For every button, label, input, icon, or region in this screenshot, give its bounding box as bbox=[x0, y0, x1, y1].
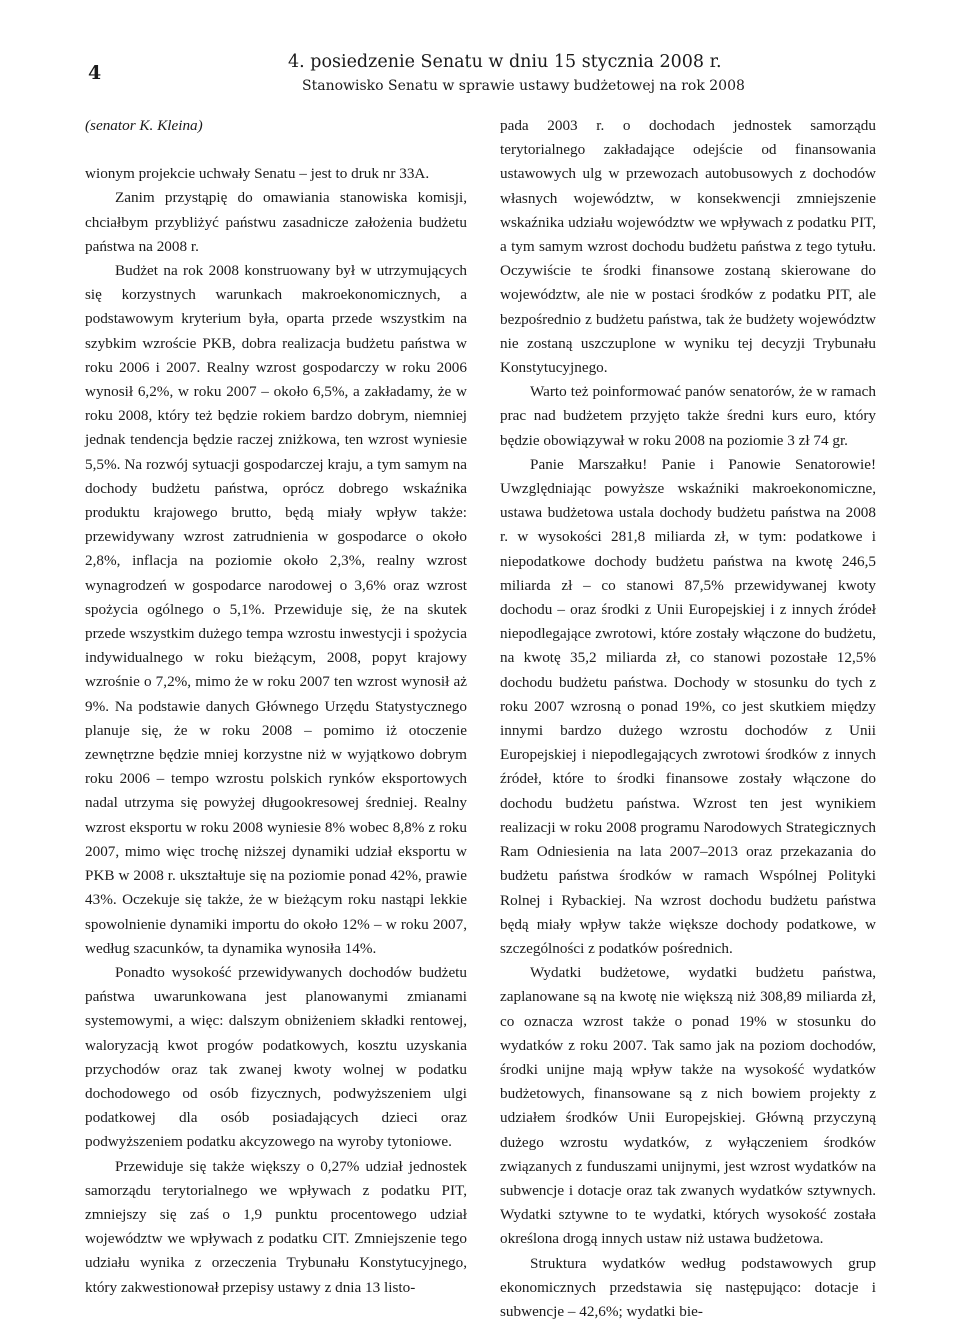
paragraph: wionym projekcie uchwały Senatu – jest to druk nr 33A. bbox=[85, 165, 430, 183]
paragraph: pada 2003 r. o dochodach jednostek samorządu terytorialnego zakładające odejście od finansowania ustawowych ulg w przewozach autobusowych z dochodów własnych województw, w konsekwencji zmniejszenie wskaźnika udziału województw we wpływach z podatku PIT, a tym samym wzrost dochodu budżetu państwa z tego tytułu. Oczywiście te środki finansowe zostaną skierowane do województw, ale nie w postaci środków z podatku PIT, ale bezpośrednio z budżetu państwa, tak że budżety województw nie zostaną uszczuplone w wyniku tej decyzji Trybunału Konstytucyjnego. bbox=[500, 117, 876, 377]
paragraph: Budżet na rok 2008 konstruowany był w utrzymujących się korzystnych warunkach makroekonomicznych, a podstawowym kryterium była, oparta przede wszystkim na szybkim wzroście PKB, dobra realizacja budżetu państwa w roku 2006 i 2007. Realny wzrost gospodarczy w roku 2006 wynosił 6,2%, w roku 2007 – około 6,5%, a zakładamy, że w roku 2008, który też będzie rokiem bardzo dobrym, niemniej jednak tendencja będzie raczej zniżkowa, ten wzrost wyniesie 5,5%. Na rozwój sytuacji gospodarczej kraju, a tym samym na dochody budżetu państwa, oprócz dobrego wskaźnika produktu krajowego brutto, będą miały wpływ także: przewidywany wzrost zatrudnienia w gospodarce o około 2,8%, inflacja na poziomie około 2,3%, realny wzrost wynagrodzeń w gospodarce narodowej o 3,6% oraz wzrost spożycia ogólnego o 5,1%. Przewiduje się, że na skutek przede wszystkim dużego tempa wzrostu inwestycji i spożycia indywidualnego w roku bieżącym, 2008, popyt krajowy wzrośnie o 7,2%, mimo że w roku 2007 ten wzrost wynosił aż 9%. Na podstawie danych Głównego Urzędu Statystycznego planuje się, że w roku 2008 – pomimo iż otoczenie zewnętrzne będzie mniej korzystne niż w wyjątkowo dobrym roku 2006 – tempo wzrostu polskich rynków eksportowych nadal utrzyma się powyżej długookresowej średniej. Realny wzrost eksportu w roku 2008 wyniesie 8% wobec 8,8% z roku 2007, mimo więc trochę niższej dynamiki udział eksportu w PKB w 2008 r. ukształtuje się na poziomie ponad 42%, prawie 43%. Oczekuje się także, że w bieżącym roku nastąpi lekkie spowolnienie dynamiki importu do około 12% – w roku 2007, według szacunków, ta dynamika wynosiła 14%. bbox=[85, 262, 467, 957]
header-subtitle: Stanowisko Senatu w sprawie ustawy budżetowej na rok 2008 bbox=[302, 78, 745, 94]
paragraph: Panie Marszałku! Panie i Panowie Senatorowie! Uwzględniając powyższe wskaźniki makroekonomiczne, ustawa budżetowa ustala dochody budżetu państwa na 2008 r. w wysokości 281,8 miliarda zł, w tym: podatkowe i niepodatkowe dochody budżetu państwa na kwotę 246,5 miliarda zł – co stanowi 87,5% przewidywanej kwoty dochodu – oraz środki z Unii Europejskiej i z innych źródeł niepodlegające zwrotowi, które zostały włączone do budżetu, na kwotę 35,2 miliarda zł, co stanowi pozostałe 12,5% dochodu budżetu państwa. Dochody w stosunku do tych z roku 2007 wzrosną o ponad 19%, co jest skutkiem między innymi bardzo dużego wzrostu dochodów z Unii Europejskiej i niepodlegających zwrotowi środków z innych źródeł, które to środki finansowe zostały włączone do dochodu budżetu państwa. Wzrost ten jest wynikiem realizacji w roku 2008 programu Narodowych Strategicznych Ram Odniesienia na lata 2007–2013 oraz przekazania do budżetu państwa środków w ramach Wspólnej Polityki Rolnej i Rybackiej. Na wzrost dochodu budżetu państwa będą miały wpływ także większe dochody podatkowe, w szczególności z podatków pośrednich. bbox=[500, 455, 876, 957]
right-column bbox=[500, 114, 876, 1324]
paragraph: Wydatki budżetowe, wydatki budżetu państwa, zaplanowane są na kwotę nie większą niż 308,89 miliarda zł, co oznacza wzrost także o ponad 19% w stosunku do wydatków z roku 2007. Tak samo jak na poziom dochodów, środki unijne mają wpływ także na wysokość wydatków budżetowych, finansowane są z nich bowiem projekty z udziałem środków Unii Europejskiej. Główną przyczyną dużego wzrostu wydatków, z wyłączeniem środków związanych z funduszami unijnymi, jest wzrost wydatków na subwencje i dotacje oraz tak zwanych wydatków sztywnych. Wydatki sztywne to te wydatki, których wysokość została określona drogą innych ustaw niż ustawa budżetowa. bbox=[500, 964, 876, 1248]
left-column bbox=[85, 114, 467, 1300]
paragraph: Ponadto wysokość przewidywanych dochodów budżetu państwa uwarunkowana jest planowanymi zmianami systemowymi, a więc: dalszym obniżeniem składki rentowej, waloryzacją kwot progów podatkowych, kosztu uzyskania przychodów oraz tak zwanej kwoty wolnej w podatku dochodowego od osób fizycznych, podwyższeniem ulgi podatkowej dla osób posiadających dzieci oraz podwyższeniem podatku akcyzowego na wyroby tytoniowe. bbox=[85, 963, 467, 1151]
speaker-attribution: (senator K. Kleina) bbox=[85, 117, 203, 134]
paragraph: Warto też poinformować panów senatorów, że w ramach prac nad budżetem przyjęto także średni kurs euro, który będzie obowiązywał w roku 2008 na poziomie 3 zł 74 gr. bbox=[500, 383, 876, 449]
header-title: 4. posiedzenie Senatu w dniu 15 stycznia 2008 r. bbox=[288, 52, 722, 72]
paragraph: Zanim przystąpię do omawiania stanowiska komisji, chciałbym przybliżyć państwu zasadnicze założenia budżetu państwa na 2008 r. bbox=[85, 189, 467, 255]
page-number: 4 bbox=[88, 62, 102, 84]
paragraph: Przewiduje się także większy o 0,27% udział jednostek samorządu terytorialnego we wpływach z podatku PIT, zmniejszy się zaś o 1,9 punktu procentowego udział województw we wpływach z podatku CIT. Zmniejszenie tego udziału wynika z orzeczenia Trybunału Konstytucyjnego, który zakwestionował przepisy ustawy z dnia 13 listo- bbox=[85, 1157, 467, 1296]
paragraph: Struktura wydatków według podstawowych grup ekonomicznych przedstawia się następująco: dotacje i subwencje – 42,6%; wydatki bie- bbox=[500, 1254, 876, 1320]
